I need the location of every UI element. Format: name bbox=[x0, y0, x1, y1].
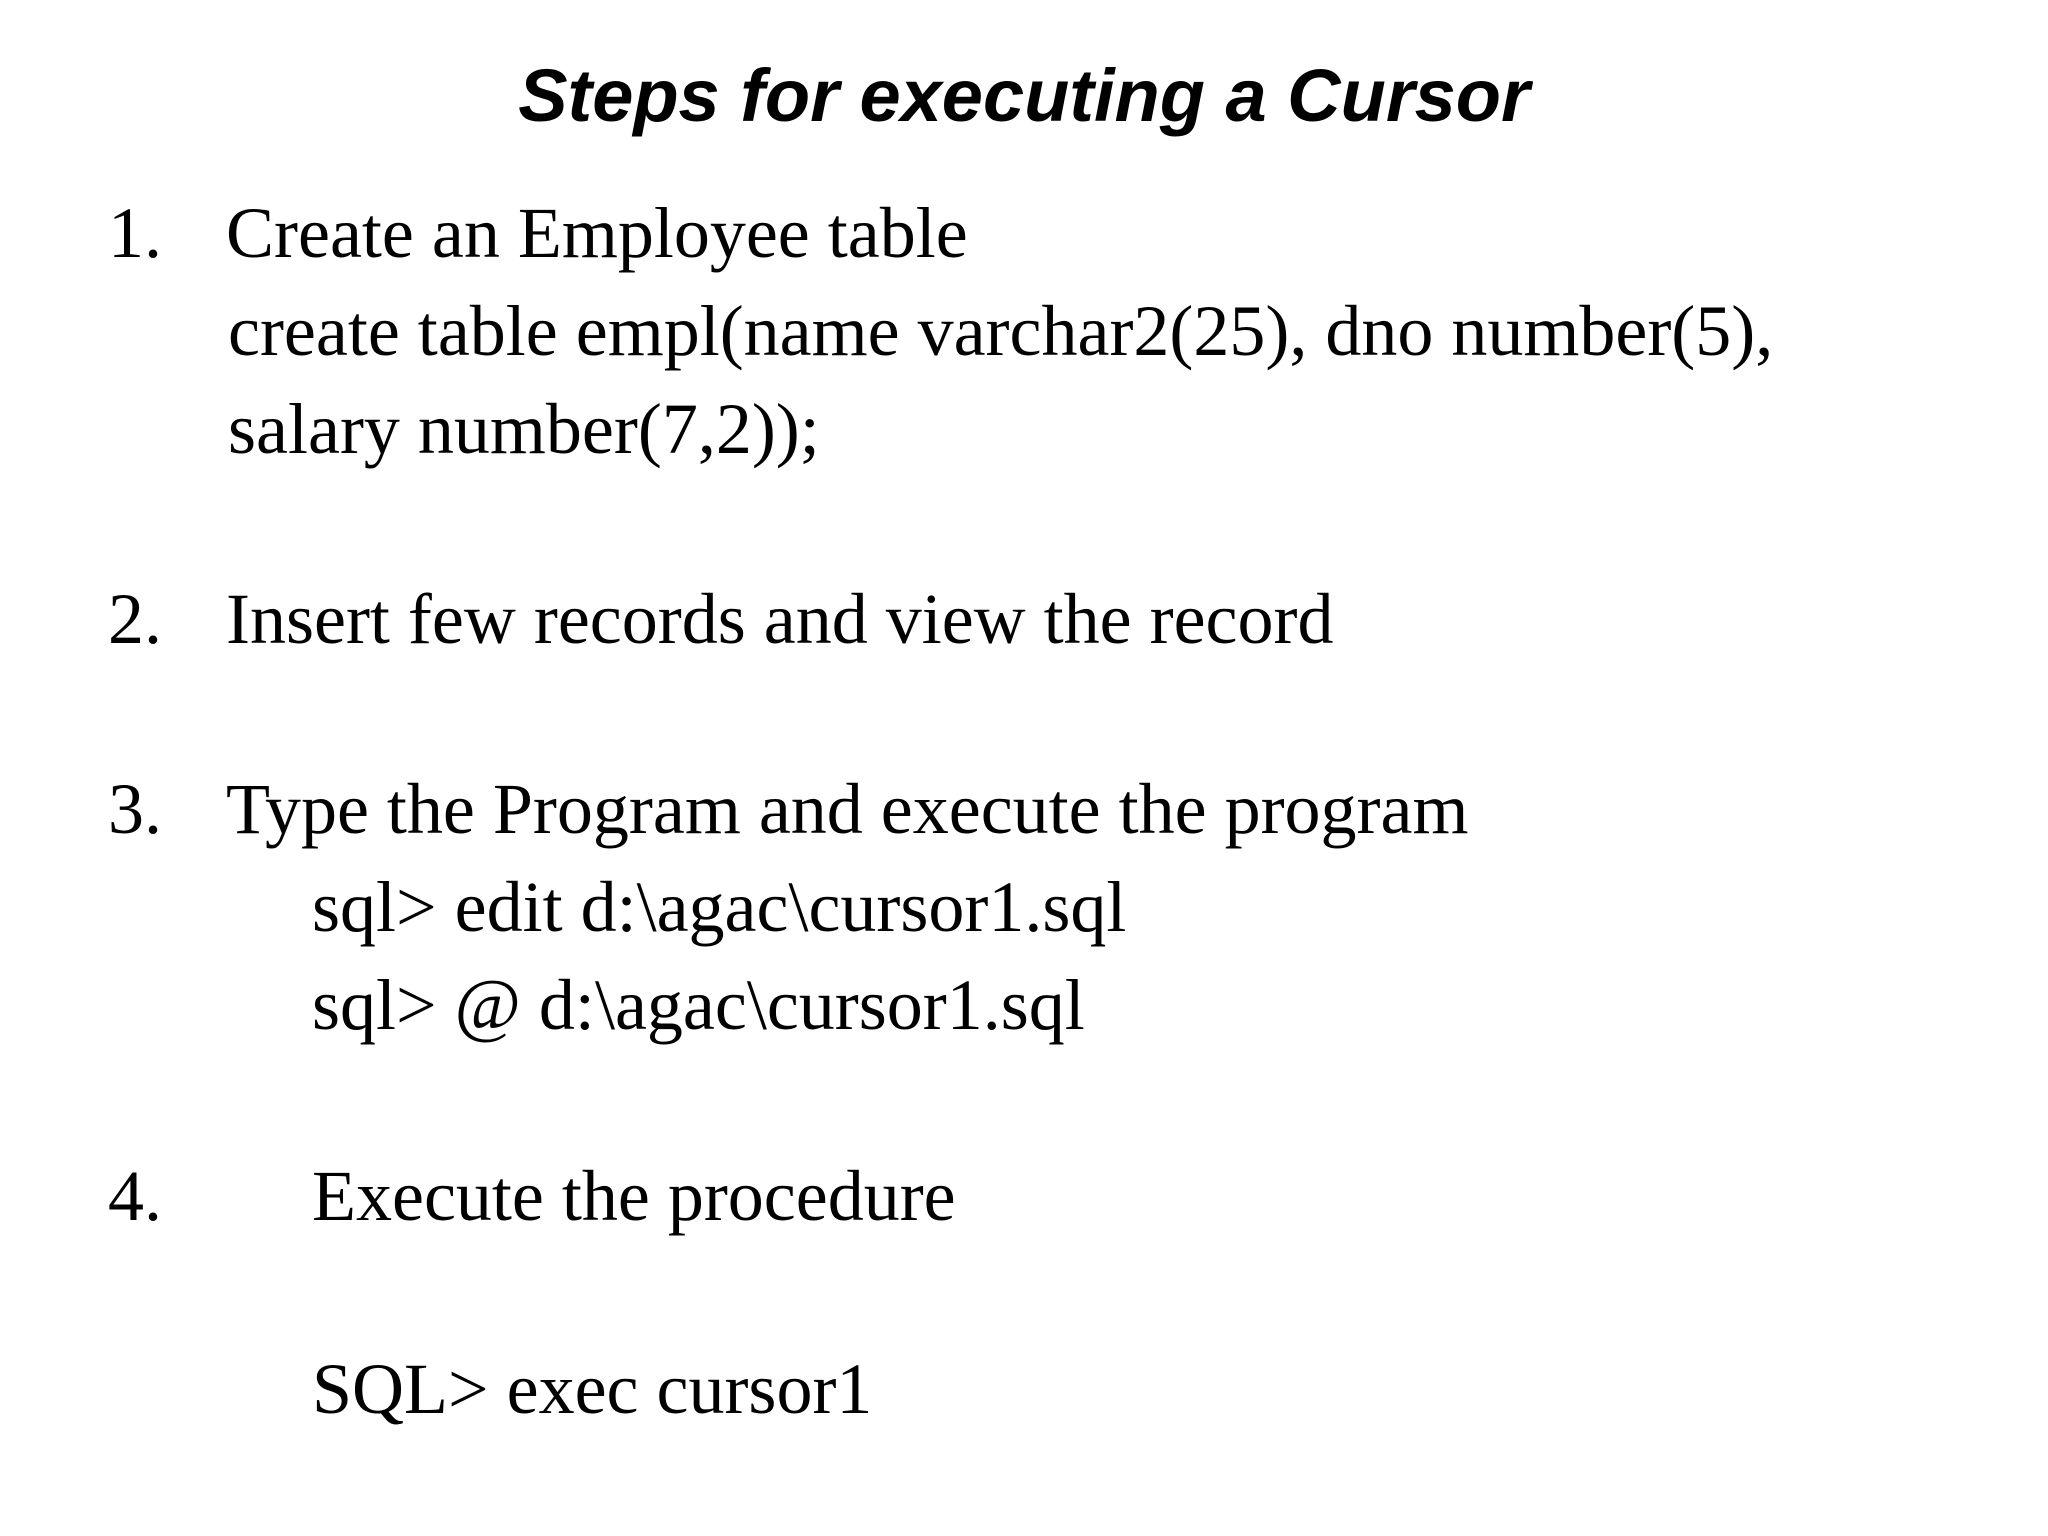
step-4-heading: Execute the procedure bbox=[312, 1156, 956, 1236]
step-1-detail-1: create table empl(name varchar2(25), dno number(5), bbox=[228, 291, 1774, 371]
step-1-number: 1. bbox=[108, 193, 162, 273]
step-2-heading: Insert few records and view the record bbox=[226, 579, 1334, 659]
step-3-detail-2: sql> @ d:\agac\cursor1.sql bbox=[312, 965, 1085, 1045]
slide-title: Steps for executing a Cursor bbox=[518, 54, 1530, 137]
step-3-detail-1: sql> edit d:\agac\cursor1.sql bbox=[312, 867, 1127, 947]
step-4-detail-1: SQL> exec cursor1 bbox=[312, 1349, 873, 1429]
step-3-number: 3. bbox=[108, 769, 162, 849]
step-2-number: 2. bbox=[108, 579, 162, 659]
step-1-detail-2: salary number(7,2)); bbox=[228, 389, 820, 469]
step-1-heading: Create an Employee table bbox=[226, 193, 968, 273]
step-4-number: 4. bbox=[108, 1156, 162, 1236]
step-3-heading: Type the Program and execute the program bbox=[226, 769, 1469, 849]
